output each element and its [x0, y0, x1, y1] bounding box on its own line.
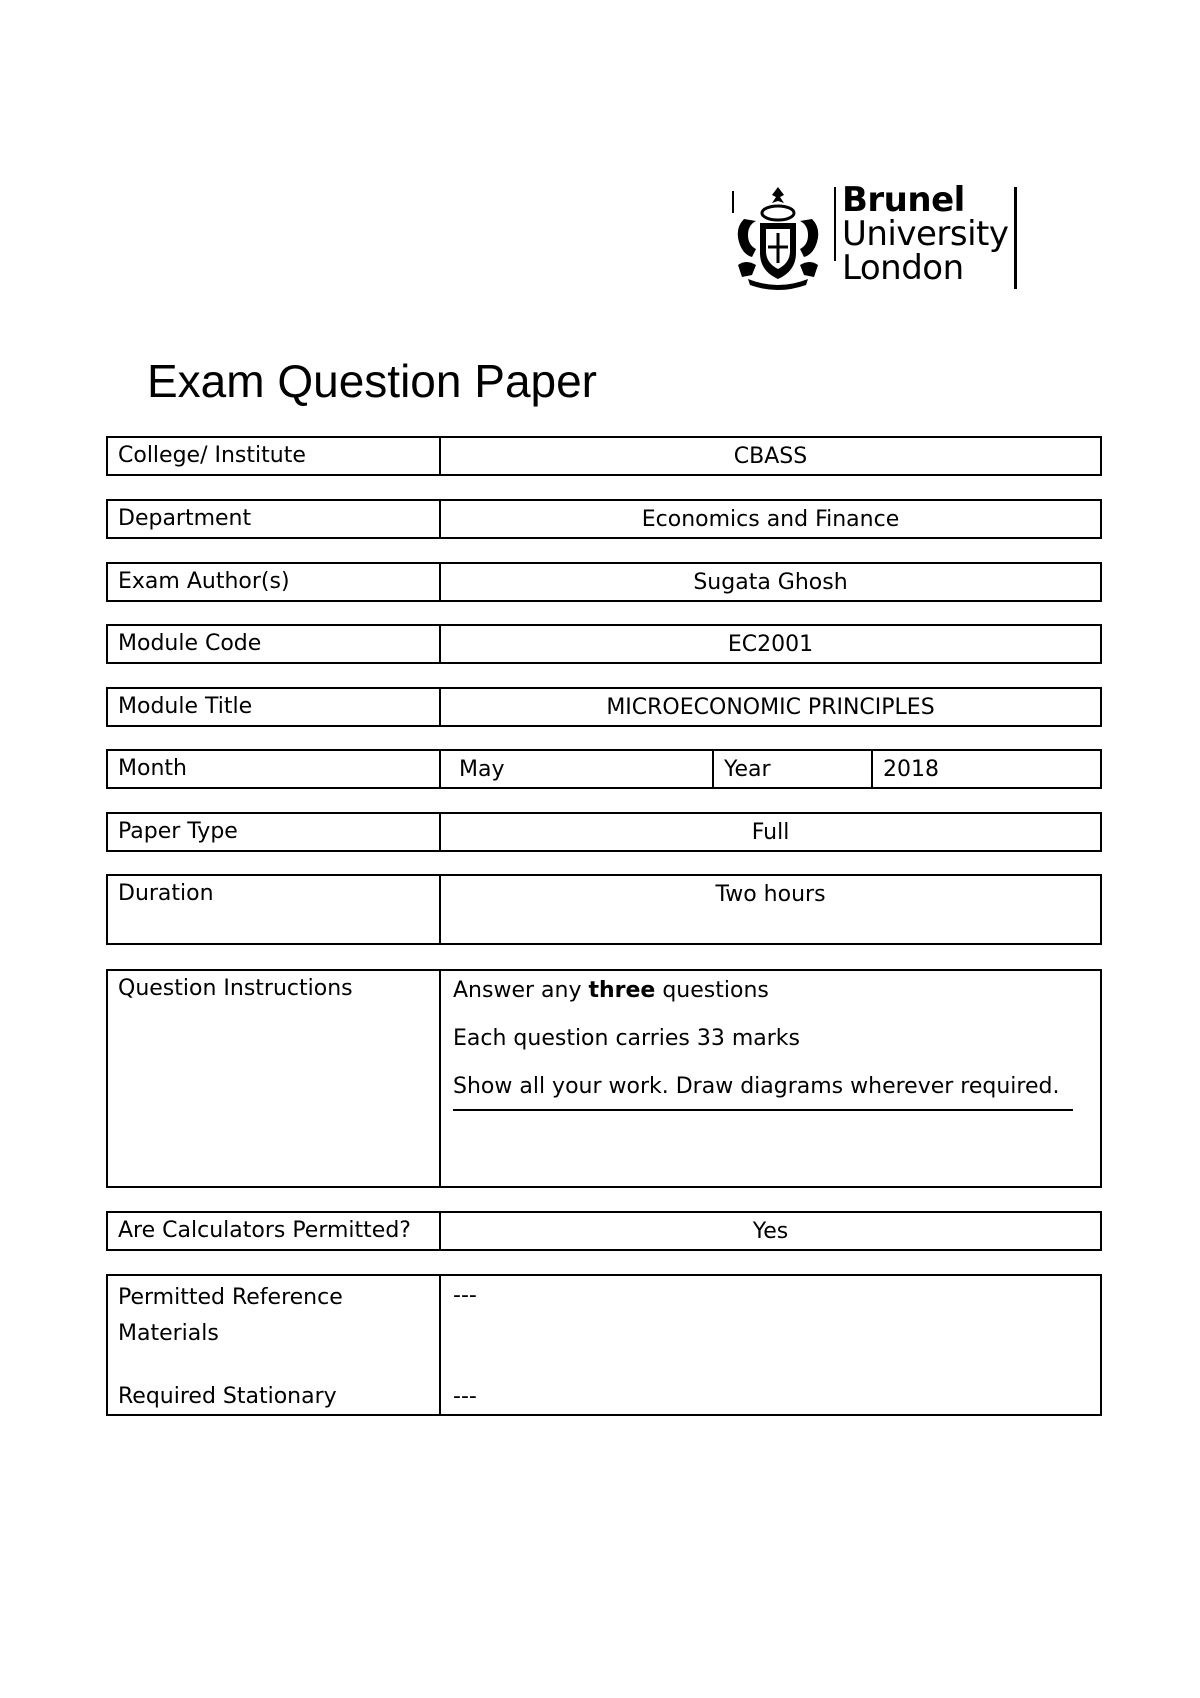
module-title-value: MICROECONOMIC PRINCIPLES [606, 695, 935, 720]
logo-line-1: Brunel [842, 180, 965, 220]
module-code-row [106, 624, 1102, 664]
author-label: Exam Author(s) [108, 564, 441, 600]
author-row [106, 562, 1102, 602]
instruction-line-1: Answer any three questions [453, 978, 769, 1003]
stationary-value: --- [453, 1384, 477, 1409]
module-code-label: Module Code [108, 626, 441, 662]
page-title: Exam Question Paper [147, 355, 598, 407]
instruction-line-2: Each question carries 33 marks [453, 1026, 800, 1051]
college-value: CBASS [733, 444, 808, 469]
logo-divider [1014, 187, 1017, 289]
university-logo [730, 180, 1020, 293]
calculators-row [106, 1211, 1102, 1251]
duration-value: Two hours [715, 882, 826, 907]
department-label: Department [108, 501, 441, 537]
reference-value: --- [453, 1283, 477, 1308]
duration-row [106, 874, 1102, 945]
paper-type-label: Paper Type [108, 814, 441, 850]
calculators-label: Are Calculators Permitted? [108, 1213, 441, 1249]
college-label: College/ Institute [108, 438, 441, 474]
logo-divider [834, 187, 836, 261]
month-label: Month [108, 751, 441, 787]
module-code-value: EC2001 [727, 632, 814, 657]
calculators-value: Yes [752, 1219, 789, 1244]
module-title-row [106, 687, 1102, 727]
instructions-label: Question Instructions [108, 971, 441, 1186]
month-value: May [441, 751, 714, 787]
logo-line-3: London [842, 248, 964, 288]
stationary-label: Required Stationary [118, 1384, 337, 1409]
module-title-label: Module Title [108, 689, 441, 725]
reference-row [106, 1274, 1102, 1416]
author-value: Sugata Ghosh [693, 570, 848, 595]
department-value: Economics and Finance [641, 507, 900, 532]
duration-label: Duration [108, 876, 441, 943]
instruction-line-3: Show all your work. Draw diagrams wherever required. [453, 1069, 1073, 1111]
department-row [106, 499, 1102, 539]
year-label: Year [714, 751, 873, 787]
coat-of-arms-icon [730, 183, 826, 293]
paper-type-value: Full [751, 820, 790, 845]
month-year-row [106, 749, 1102, 789]
reference-label: Permitted Reference Materials [118, 1285, 343, 1346]
year-value: 2018 [883, 757, 939, 782]
logo-line-2: University [842, 214, 1009, 254]
reference-labels [108, 1276, 441, 1414]
instructions-row [106, 969, 1102, 1188]
instructions-value [441, 971, 1100, 1186]
reference-values [441, 1276, 1100, 1414]
college-row [106, 436, 1102, 476]
logo-wordmark [842, 180, 1009, 288]
paper-type-row [106, 812, 1102, 852]
